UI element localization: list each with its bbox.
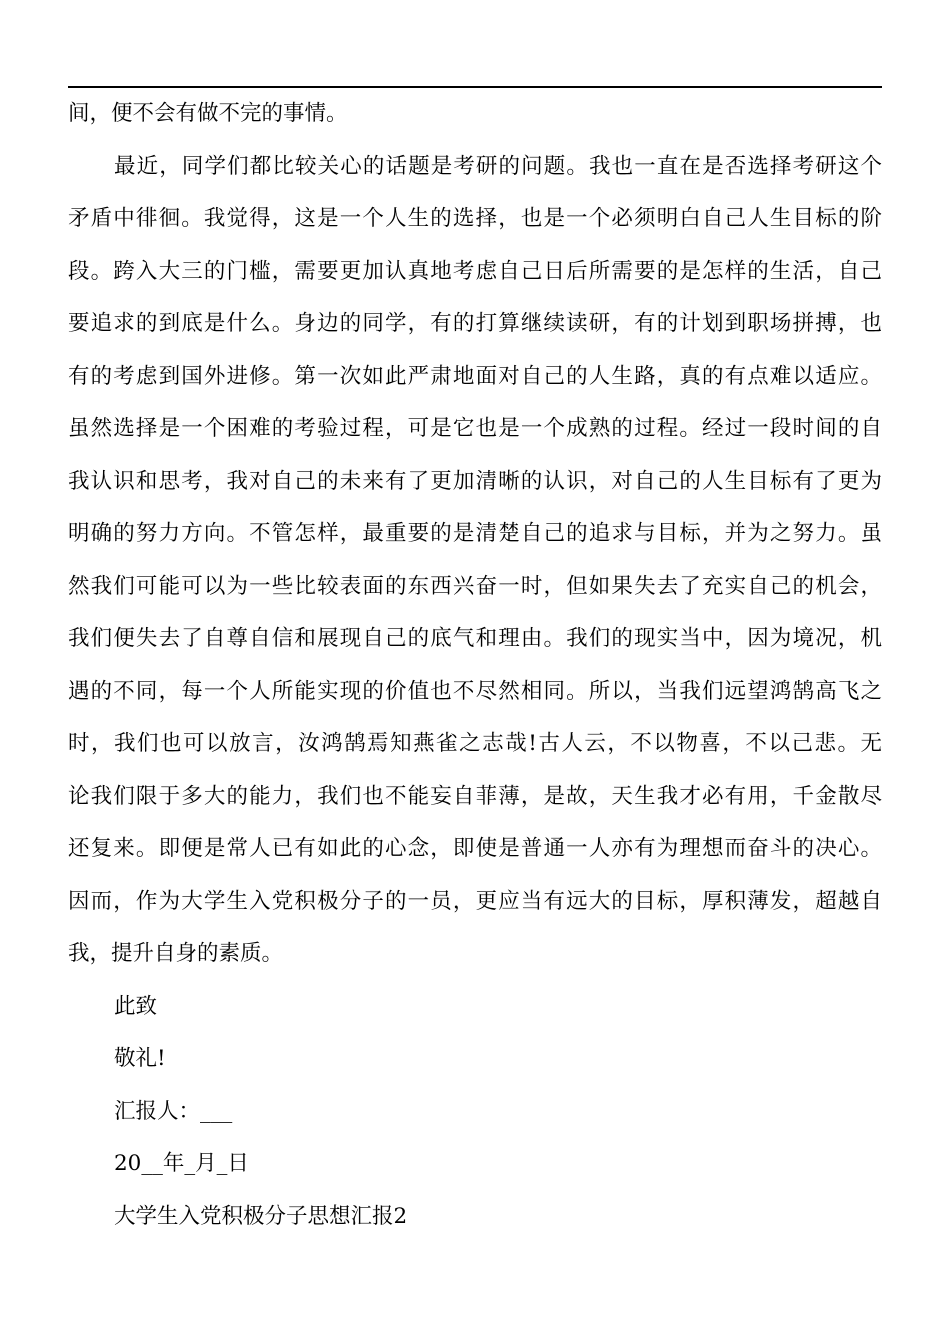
paragraph-line: 然我们可能可以为一些比较表面的东西兴奋一时，但如果失去了充实自己的机会，: [68, 573, 882, 599]
paragraph-line: 因而，作为大学生入党积极分子的一员，更应当有远大的目标，厚积薄发，超越自: [68, 888, 882, 914]
paragraph-line: 矛盾中徘徊。我觉得，这是一个人生的选择，也是一个必须明白自己人生目标的阶: [68, 206, 882, 231]
paragraph-line: 时，我们也可以放言，汝鸿鹄焉知燕雀之志哉!古人云，不以物喜，不以己悲。无: [68, 731, 882, 756]
paragraph-line: 有的考虑到国外进修。第一次如此严肃地面对自己的人生路，真的有点难以适应。: [68, 363, 882, 389]
document-body: [68, 88, 882, 1243]
paragraph-line: 我认识和思考，我对自己的未来有了更加清晰的认识，对自己的人生目标有了更为: [68, 468, 882, 494]
reporter-line: 汇报人：___: [114, 1098, 233, 1124]
paragraph-line: 还复来。即便是常人已有如此的心念，即使是普通一人亦有为理想而奋斗的决心。: [68, 836, 882, 861]
paragraph-line: 段。跨入大三的门槛，需要更加认真地考虑自己日后所需要的是怎样的生活，自己: [68, 258, 882, 284]
paragraph-line: 论我们限于多大的能力，我们也不能妄自菲薄，是故，天生我才必有用，千金散尽: [68, 783, 882, 809]
paragraph-line: 我，提升自身的素质。: [68, 941, 284, 966]
salute-line: 敬礼!: [114, 1046, 166, 1071]
paragraph-line: 虽然选择是一个困难的考验过程，可是它也是一个成熟的过程。经过一段时间的自: [68, 416, 882, 441]
closing-line: 此致: [114, 993, 158, 1019]
paragraph-line: 遇的不同，每一个人所能实现的价值也不尽然相同。所以，当我们远望鸿鹄高飞之: [68, 678, 882, 704]
next-report-title: 大学生入党积极分子思想汇报2: [114, 1203, 408, 1229]
paragraph-line: 我们便失去了自尊自信和展现自己的底气和理由。我们的现实当中，因为境况，机: [68, 626, 882, 651]
continued-line: 间，便不会有做不完的事情。: [68, 101, 348, 126]
date-line: 20__年_月_日: [114, 1151, 249, 1176]
paragraph-line: 最近，同学们都比较关心的话题是考研的问题。我也一直在是否选择考研这个: [114, 153, 882, 179]
paragraph-line: 要追求的到底是什么。身边的同学，有的打算继续读研，有的计划到职场拼搏，也: [68, 311, 882, 336]
paragraph-line: 明确的努力方向。不管怎样，最重要的是清楚自己的追求与目标，并为之努力。虽: [68, 521, 882, 546]
main-paragraph: [68, 141, 882, 981]
